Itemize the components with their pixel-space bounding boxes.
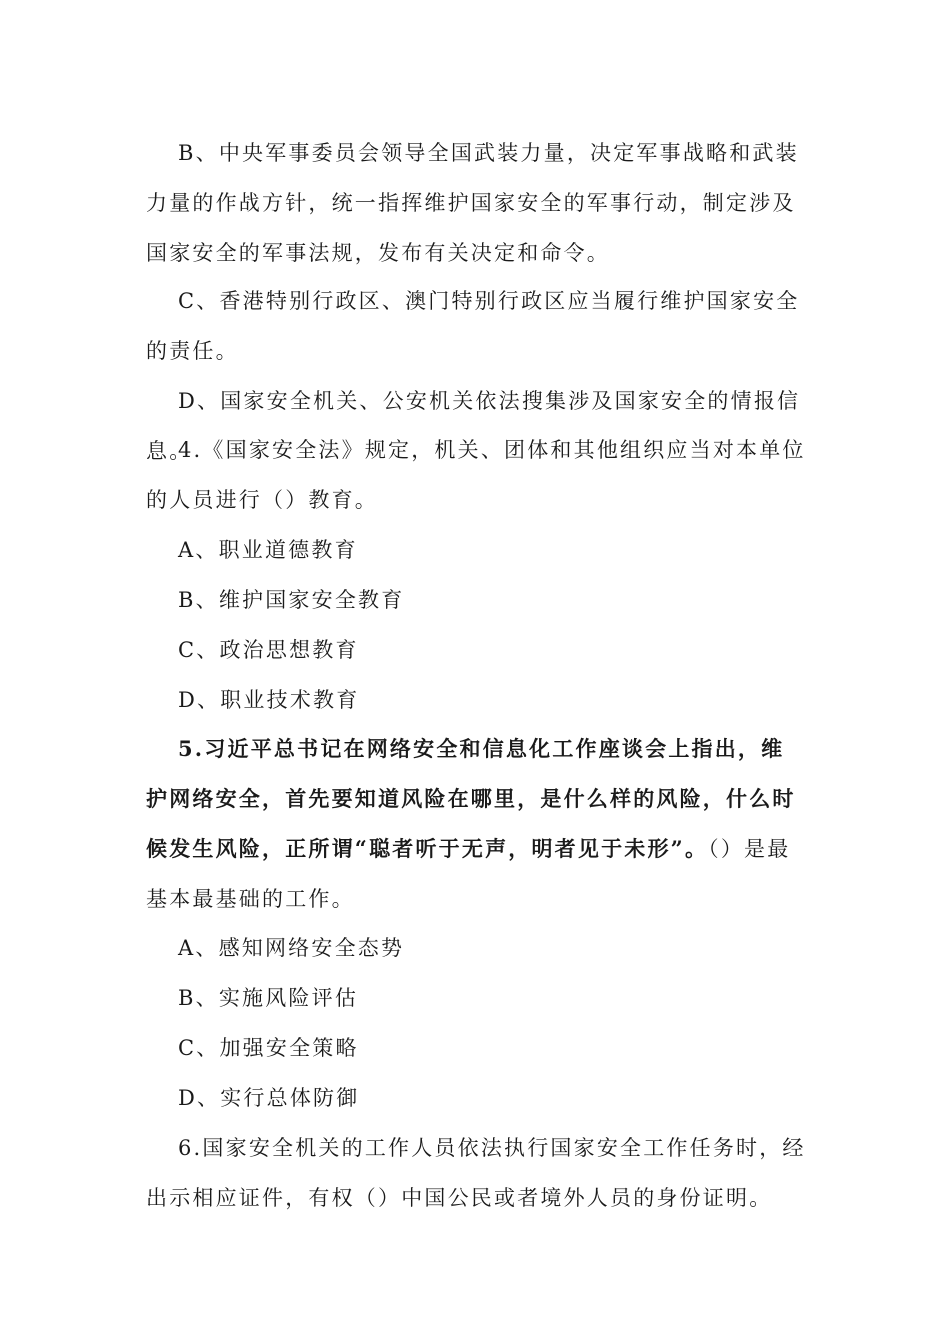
q4-option-d: D、职业技术教育	[178, 688, 360, 712]
question-6: 6.国家安全机关的工作人员依法执行国家安全工作任务时，经出示相应证件，有权（）中国公民或者境外人员的身份证明。	[146, 1136, 806, 1210]
question-5-rest-text: （）是最基本最基础的工作。	[146, 837, 791, 911]
question-4: 4.《国家安全法》规定，机关、团体和其他组织应当对本单位的人员进行（）教育。	[146, 438, 806, 512]
q5-option-d: D、实行总体防御	[178, 1086, 360, 1110]
q5-option-a: A、感知网络安全态势	[178, 936, 405, 960]
q5-option-c: C、加强安全策略	[178, 1036, 359, 1060]
question-5	[146, 724, 806, 924]
option-d-security-organs: D、国家安全机关、公安机关依法搜集涉及国家安全的情报信息。	[146, 389, 801, 463]
q4-option-a: A、职业道德教育	[178, 538, 358, 562]
option-b-military-commission: B、中央军事委员会领导全国武装力量，决定军事战略和武装力量的作战方针，统一指挥维护国家安全的军事行动，制定涉及国家安全的军事法规，发布有关决定和命令。	[146, 141, 799, 265]
q5-option-b: B、实施风险评估	[178, 986, 359, 1010]
q4-option-b: B、维护国家安全教育	[178, 588, 405, 612]
option-c-special-regions: C、香港特别行政区、澳门特别行政区应当履行维护国家安全的责任。	[146, 289, 800, 363]
question-5-bold-text: 5.习近平总书记在网络安全和信息化工作座谈会上指出，维护网络安全，首先要知道风险在哪里，是什么样的风险，什么时候发生风险，正所谓“聪者听于无声，明者见于未形”。	[146, 736, 796, 861]
q4-option-c: C、政治思想教育	[178, 638, 359, 662]
